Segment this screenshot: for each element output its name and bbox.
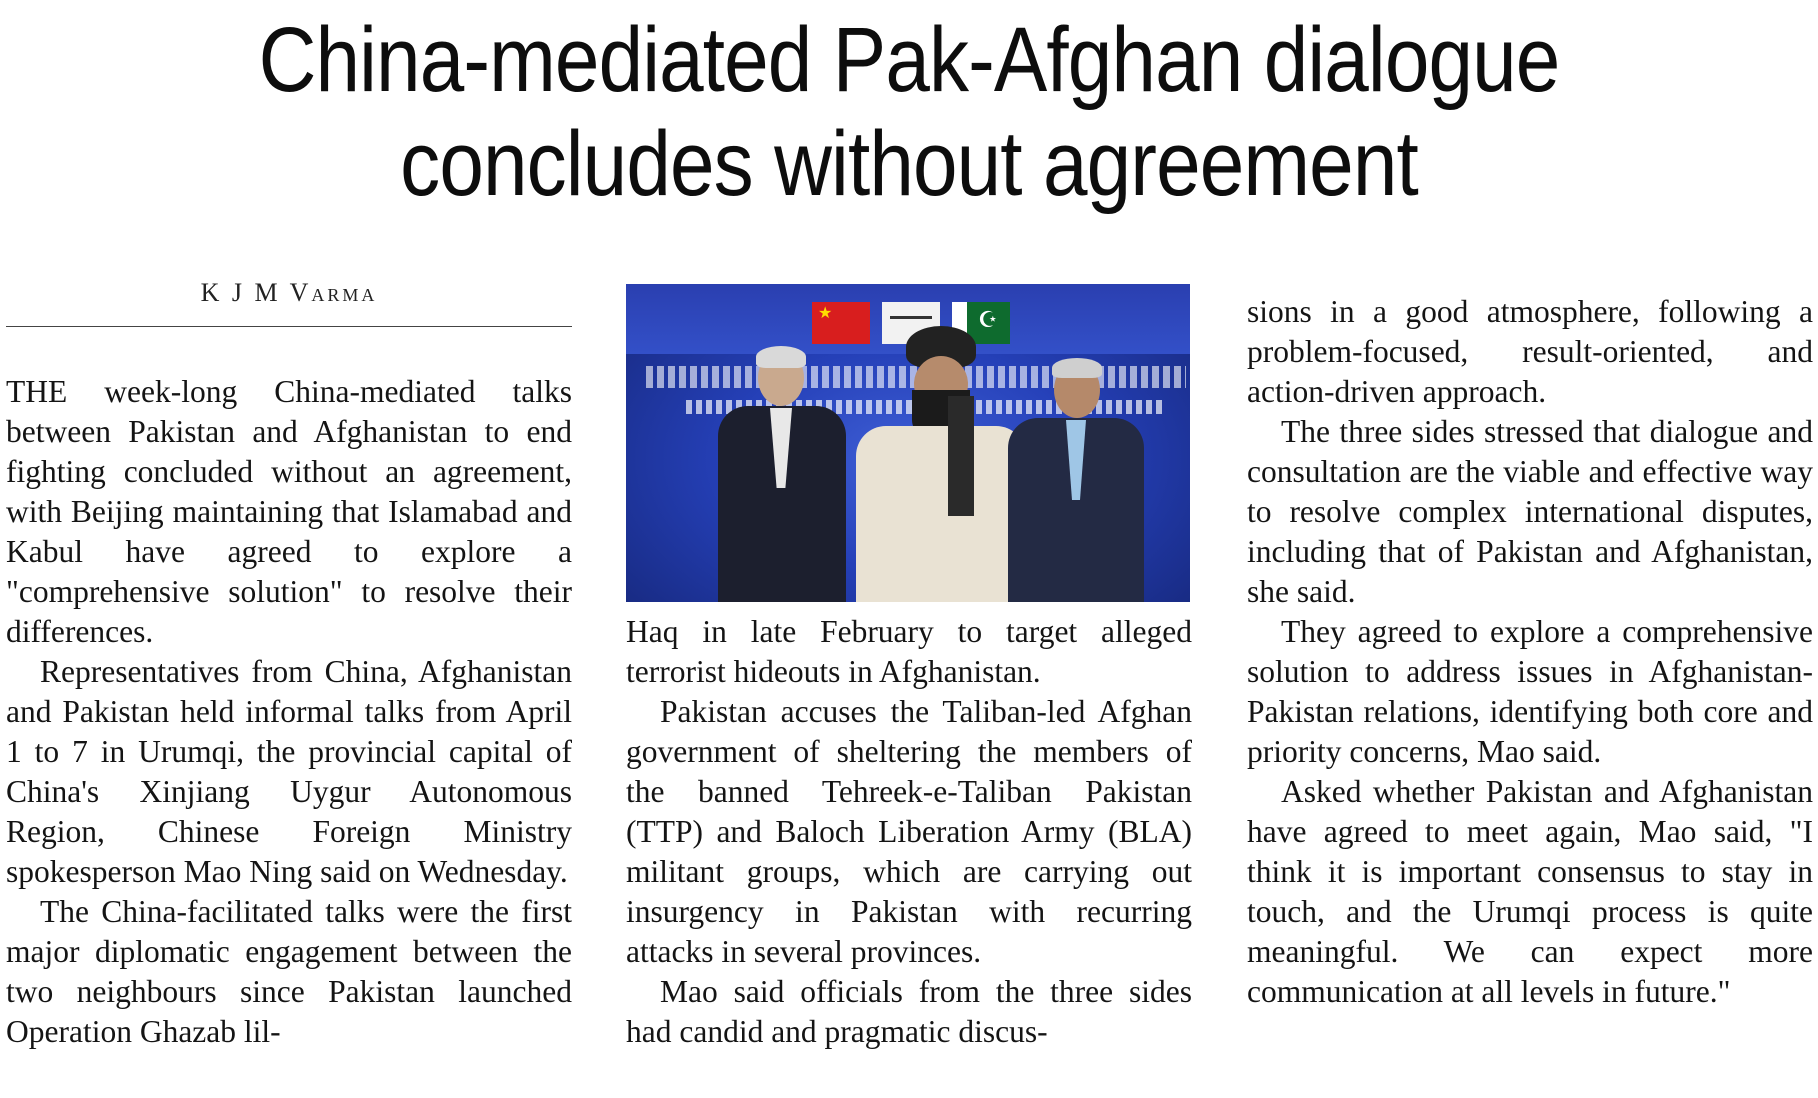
article-column-3 [1247,292,1813,1012]
photo-person-right [1008,362,1144,602]
paragraph: Asked whether Pakistan and Afghanistan have agreed to meet again, Mao said, "I think it is important consensus to stay in touch, and the Urumqi process is quite meaningful. We can expect more communication at all levels in future." [1247,774,1813,1009]
paragraph: THE week-long China-mediated talks between Pakistan and Afghanistan to end fighting concluded without an agreement, with Beijing maintaining that Islamabad and Kabul have agreed to explore a "comprehensive solution" to resolve their differences. [6,374,572,649]
headline [118,8,1700,216]
news-photo [626,284,1190,602]
paragraph: Representatives from China, Afghanistan and Pakistan held informal talks from April 1 to 7 in Urumqi, the provincial capital of China's Xinjiang Uygur Autonomous Region, Chinese Foreign Ministry spokesperson Mao Ning said on Wednesday. [6,654,572,889]
paragraph: The three sides stressed that dialogue and consultation are the viable and effective way to resolve complex international disputes, including that of Pakistan and Afghanistan, she said. [1247,414,1813,609]
byline: K J M Varma [200,278,378,307]
china-flag-icon: ★ [812,302,870,344]
article-column-1 [6,372,572,1052]
paragraph: They agreed to explore a comprehensive solution to address issues in Afghanistan-Pakistan relations, identifying both core and priority concerns, Mao said. [1247,614,1813,769]
byline-rule [6,326,572,327]
article-column-2 [626,612,1192,1052]
paragraph: Pakistan accuses the Taliban-led Afghan government of sheltering the members of the banned Tehreek-e-Taliban Pakistan (TTP) and Baloch Liberation Army (BLA) militant groups, which are carrying out insurgency in Pakistan with recurring attacks in several provinces. [626,694,1192,969]
paragraph: The China-facilitated talks were the first major diplomatic engagement between the two neighbours since Pakistan launched Operation Ghazab lil- [6,894,572,1049]
photo-person-left [718,350,846,602]
paragraph: sions in a good atmosphere, following a problem-focused, result-oriented, and action-driven approach. [1247,294,1813,409]
paragraph: Haq in late February to target alleged terrorist hideouts in Afghanistan. [626,614,1192,689]
photo-person-center [856,326,1026,602]
paragraph: Mao said officials from the three sides had candid and pragmatic discus- [626,974,1192,1049]
pakistan-flag-icon: ☪ [952,302,1010,344]
headline-line-1: China-mediated Pak-Afghan dialogue [258,9,1560,111]
headline-line-2: concludes without agreement [400,113,1418,215]
